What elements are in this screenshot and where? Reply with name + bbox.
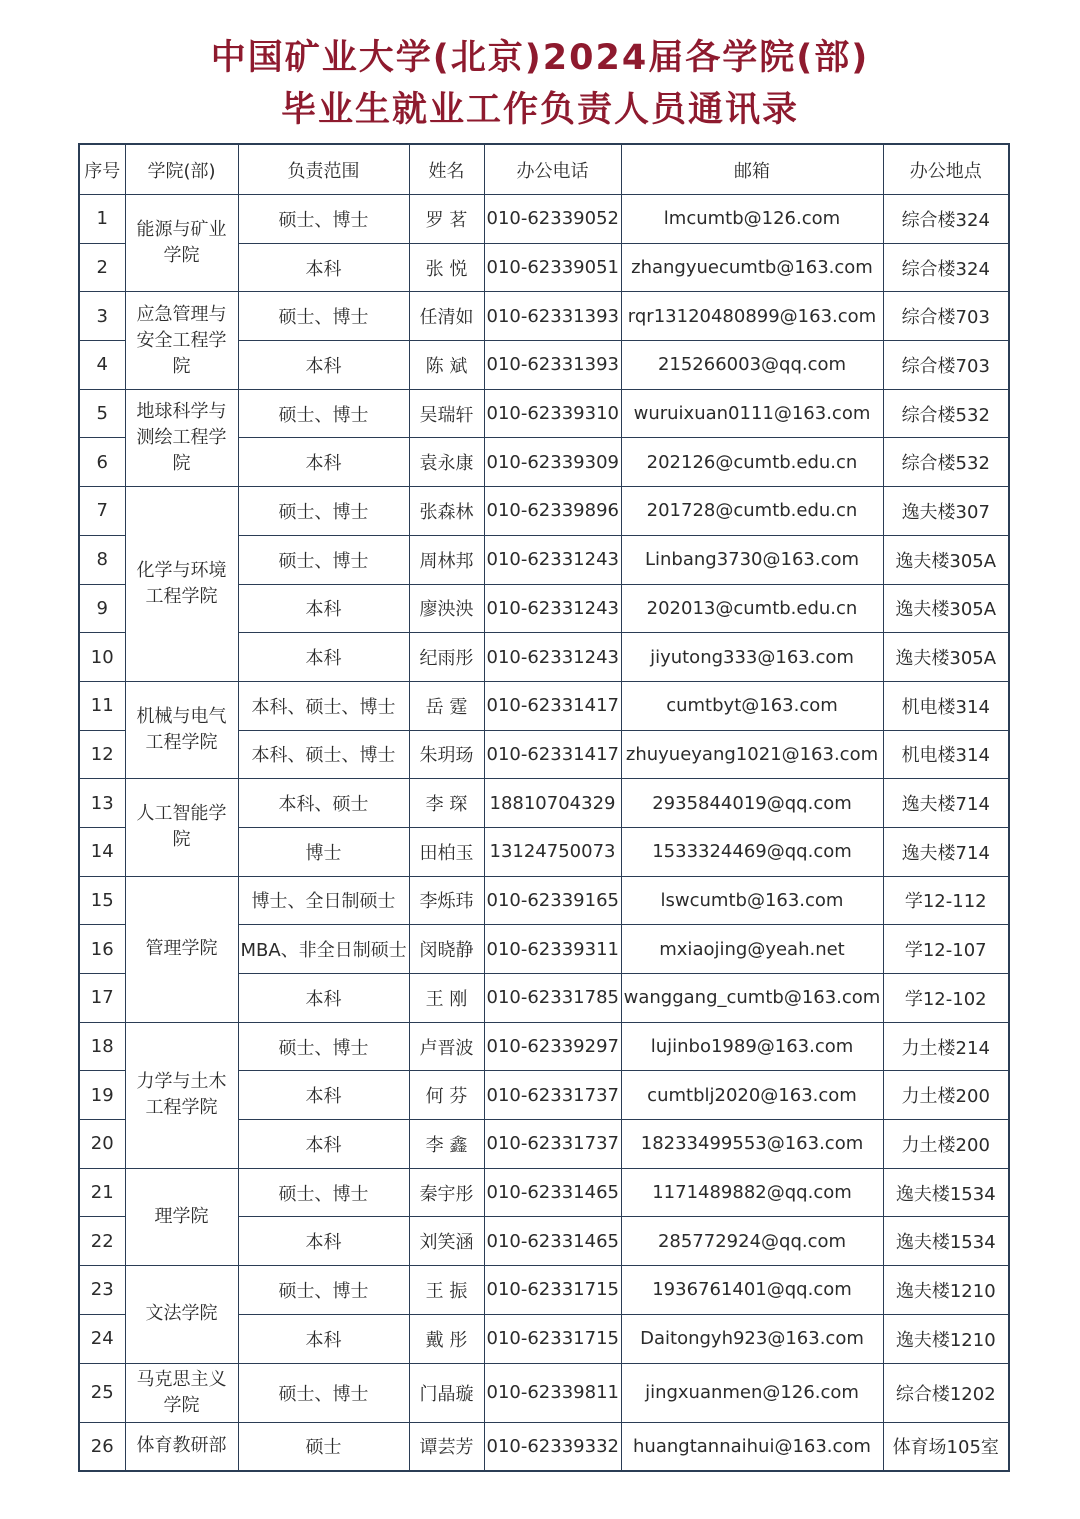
name-cell: 卢晋波: [409, 1022, 484, 1071]
header-email: 邮箱: [621, 144, 883, 195]
name-cell: 王 刚: [409, 974, 484, 1023]
row-number: 13: [79, 779, 125, 828]
office-cell: 学12-112: [883, 876, 1009, 925]
office-cell: 力土楼200: [883, 1120, 1009, 1169]
email-cell: zhuyueyang1021@163.com: [621, 730, 883, 779]
phone-cell: 010-62331243: [484, 535, 621, 584]
name-cell: 刘笑涵: [409, 1217, 484, 1266]
name-cell: 廖泱泱: [409, 584, 484, 633]
contact-table: [78, 143, 1010, 1472]
scope-cell: 硕士、博士: [238, 1168, 409, 1217]
name-cell: 秦宇彤: [409, 1168, 484, 1217]
phone-cell: 010-62331243: [484, 584, 621, 633]
scope-cell: 硕士、博士: [238, 487, 409, 536]
office-cell: 学12-102: [883, 974, 1009, 1023]
phone-cell: 010-62331715: [484, 1266, 621, 1315]
phone-cell: 010-62331393: [484, 341, 621, 390]
phone-cell: 010-62339332: [484, 1422, 621, 1471]
office-cell: 体育场105室: [883, 1422, 1009, 1471]
name-cell: 李 琛: [409, 779, 484, 828]
name-cell: 纪雨彤: [409, 633, 484, 682]
scope-cell: 硕士、博士: [238, 195, 409, 244]
header-name: 姓名: [409, 144, 484, 195]
title-line-1: 中国矿业大学(北京)2024届各学院(部): [210, 38, 870, 78]
row-number: 6: [79, 438, 125, 487]
table-row: [79, 1266, 1009, 1315]
row-number: 12: [79, 730, 125, 779]
row-number: 19: [79, 1071, 125, 1120]
college-cell: 能源与矿业学院: [125, 195, 238, 292]
name-cell: 谭芸芳: [409, 1422, 484, 1471]
table-row: [79, 195, 1009, 244]
scope-cell: 本科: [238, 1071, 409, 1120]
scope-cell: 硕士、博士: [238, 1363, 409, 1422]
row-number: 10: [79, 633, 125, 682]
phone-cell: 010-62339896: [484, 487, 621, 536]
email-cell: 1171489882@qq.com: [621, 1168, 883, 1217]
office-cell: 综合楼1202: [883, 1363, 1009, 1422]
scope-cell: 硕士、博士: [238, 292, 409, 341]
row-number: 3: [79, 292, 125, 341]
table-row: [79, 389, 1009, 438]
office-cell: 综合楼703: [883, 341, 1009, 390]
name-cell: 任清如: [409, 292, 484, 341]
college-cell: 马克思主义学院: [125, 1363, 238, 1422]
header-row: [79, 144, 1009, 195]
email-cell: jingxuanmen@126.com: [621, 1363, 883, 1422]
table-row: [79, 779, 1009, 828]
row-number: 25: [79, 1363, 125, 1422]
header-office: 办公地点: [883, 144, 1009, 195]
phone-cell: 18810704329: [484, 779, 621, 828]
phone-cell: 010-62339310: [484, 389, 621, 438]
phone-cell: 010-62339051: [484, 243, 621, 292]
scope-cell: MBA、非全日制硕士: [238, 925, 409, 974]
email-cell: wuruixuan0111@163.com: [621, 389, 883, 438]
row-number: 9: [79, 584, 125, 633]
phone-cell: 010-62331737: [484, 1071, 621, 1120]
office-cell: 逸夫楼1534: [883, 1217, 1009, 1266]
email-cell: lujinbo1989@163.com: [621, 1022, 883, 1071]
scope-cell: 博士、全日制硕士: [238, 876, 409, 925]
college-cell: 力学与土木工程学院: [125, 1022, 238, 1168]
name-cell: 戴 彤: [409, 1314, 484, 1363]
office-cell: 综合楼703: [883, 292, 1009, 341]
phone-cell: 010-62331417: [484, 681, 621, 730]
phone-cell: 010-62331465: [484, 1217, 621, 1266]
name-cell: 罗 茗: [409, 195, 484, 244]
table-row: [79, 681, 1009, 730]
phone-cell: 010-62339309: [484, 438, 621, 487]
name-cell: 王 振: [409, 1266, 484, 1315]
phone-cell: 010-62339311: [484, 925, 621, 974]
scope-cell: 本科: [238, 1314, 409, 1363]
scope-cell: 本科: [238, 438, 409, 487]
email-cell: mxiaojing@yeah.net: [621, 925, 883, 974]
scope-cell: 硕士、博士: [238, 535, 409, 584]
name-cell: 袁永康: [409, 438, 484, 487]
name-cell: 朱玥玚: [409, 730, 484, 779]
table-row: [79, 876, 1009, 925]
office-cell: 逸夫楼1210: [883, 1266, 1009, 1315]
scope-cell: 本科: [238, 584, 409, 633]
email-cell: huangtannaihui@163.com: [621, 1422, 883, 1471]
office-cell: 综合楼324: [883, 243, 1009, 292]
scope-cell: 本科: [238, 243, 409, 292]
row-number: 15: [79, 876, 125, 925]
name-cell: 李 鑫: [409, 1120, 484, 1169]
row-number: 14: [79, 827, 125, 876]
scope-cell: 本科: [238, 1120, 409, 1169]
scope-cell: 硕士、博士: [238, 389, 409, 438]
scope-cell: 本科、硕士: [238, 779, 409, 828]
name-cell: 何 芬: [409, 1071, 484, 1120]
email-cell: 285772924@qq.com: [621, 1217, 883, 1266]
office-cell: 机电楼314: [883, 681, 1009, 730]
college-cell: 人工智能学院: [125, 779, 238, 876]
name-cell: 张 悦: [409, 243, 484, 292]
email-cell: 202013@cumtb.edu.cn: [621, 584, 883, 633]
phone-cell: 010-62331393: [484, 292, 621, 341]
phone-cell: 010-62331465: [484, 1168, 621, 1217]
office-cell: 综合楼324: [883, 195, 1009, 244]
scope-cell: 本科、硕士、博士: [238, 730, 409, 779]
row-number: 7: [79, 487, 125, 536]
email-cell: 2935844019@qq.com: [621, 779, 883, 828]
header-scope: 负责范围: [238, 144, 409, 195]
title-line-2: 毕业生就业工作负责人员通讯录: [280, 90, 799, 130]
email-cell: Daitongyh923@163.com: [621, 1314, 883, 1363]
college-cell: 应急管理与安全工程学院: [125, 292, 238, 389]
row-number: 5: [79, 389, 125, 438]
office-cell: 综合楼532: [883, 389, 1009, 438]
phone-cell: 010-62339052: [484, 195, 621, 244]
name-cell: 张森林: [409, 487, 484, 536]
row-number: 8: [79, 535, 125, 584]
table-row: [79, 1363, 1009, 1422]
name-cell: 陈 斌: [409, 341, 484, 390]
office-cell: 逸夫楼305A: [883, 633, 1009, 682]
scope-cell: 硕士: [238, 1422, 409, 1471]
email-cell: zhangyuecumtb@163.com: [621, 243, 883, 292]
table-row: [79, 292, 1009, 341]
office-cell: 逸夫楼305A: [883, 535, 1009, 584]
office-cell: 力土楼214: [883, 1022, 1009, 1071]
email-cell: 1936761401@qq.com: [621, 1266, 883, 1315]
phone-cell: 010-62331785: [484, 974, 621, 1023]
table-row: [79, 1022, 1009, 1071]
office-cell: 机电楼314: [883, 730, 1009, 779]
college-cell: 地球科学与测绘工程学院: [125, 389, 238, 486]
office-cell: 综合楼532: [883, 438, 1009, 487]
college-cell: 机械与电气工程学院: [125, 681, 238, 778]
table-row: [79, 1168, 1009, 1217]
name-cell: 周林邦: [409, 535, 484, 584]
row-number: 26: [79, 1422, 125, 1471]
office-cell: 力土楼200: [883, 1071, 1009, 1120]
email-cell: rqr13120480899@163.com: [621, 292, 883, 341]
name-cell: 李烁玮: [409, 876, 484, 925]
email-cell: 201728@cumtb.edu.cn: [621, 487, 883, 536]
scope-cell: 博士: [238, 827, 409, 876]
name-cell: 岳 霆: [409, 681, 484, 730]
email-cell: lswcumtb@163.com: [621, 876, 883, 925]
row-number: 20: [79, 1120, 125, 1169]
row-number: 2: [79, 243, 125, 292]
college-cell: 化学与环境工程学院: [125, 487, 238, 682]
name-cell: 吴瑞轩: [409, 389, 484, 438]
phone-cell: 13124750073: [484, 827, 621, 876]
email-cell: cumtbyt@163.com: [621, 681, 883, 730]
office-cell: 逸夫楼714: [883, 779, 1009, 828]
email-cell: wanggang_cumtb@163.com: [621, 974, 883, 1023]
row-number: 21: [79, 1168, 125, 1217]
phone-cell: 010-62331737: [484, 1120, 621, 1169]
row-number: 16: [79, 925, 125, 974]
college-cell: 理学院: [125, 1168, 238, 1265]
email-cell: lmcumtb@126.com: [621, 195, 883, 244]
office-cell: 逸夫楼1534: [883, 1168, 1009, 1217]
email-cell: jiyutong333@163.com: [621, 633, 883, 682]
email-cell: 215266003@qq.com: [621, 341, 883, 390]
phone-cell: 010-62331417: [484, 730, 621, 779]
phone-cell: 010-62339297: [484, 1022, 621, 1071]
row-number: 22: [79, 1217, 125, 1266]
scope-cell: 硕士、博士: [238, 1022, 409, 1071]
row-number: 23: [79, 1266, 125, 1315]
scope-cell: 本科: [238, 341, 409, 390]
phone-cell: 010-62339165: [484, 876, 621, 925]
table-row: [79, 487, 1009, 536]
name-cell: 门晶璇: [409, 1363, 484, 1422]
scope-cell: 本科、硕士、博士: [238, 681, 409, 730]
email-cell: 18233499553@163.com: [621, 1120, 883, 1169]
name-cell: 闵晓静: [409, 925, 484, 974]
row-number: 24: [79, 1314, 125, 1363]
office-cell: 逸夫楼307: [883, 487, 1009, 536]
phone-cell: 010-62331243: [484, 633, 621, 682]
row-number: 1: [79, 195, 125, 244]
email-cell: Linbang3730@163.com: [621, 535, 883, 584]
email-cell: 1533324469@qq.com: [621, 827, 883, 876]
row-number: 18: [79, 1022, 125, 1071]
header-no: 序号: [79, 144, 125, 195]
office-cell: 逸夫楼305A: [883, 584, 1009, 633]
office-cell: 逸夫楼1210: [883, 1314, 1009, 1363]
header-phone: 办公电话: [484, 144, 621, 195]
email-cell: cumtblj2020@163.com: [621, 1071, 883, 1120]
table-body: [79, 195, 1009, 1472]
phone-cell: 010-62331715: [484, 1314, 621, 1363]
scope-cell: 本科: [238, 1217, 409, 1266]
office-cell: 逸夫楼714: [883, 827, 1009, 876]
college-cell: 体育教研部: [125, 1422, 238, 1471]
header-college: 学院(部): [125, 144, 238, 195]
college-cell: 管理学院: [125, 876, 238, 1022]
row-number: 17: [79, 974, 125, 1023]
row-number: 4: [79, 341, 125, 390]
row-number: 11: [79, 681, 125, 730]
scope-cell: 本科: [238, 974, 409, 1023]
name-cell: 田柏玉: [409, 827, 484, 876]
table-row: [79, 1422, 1009, 1471]
office-cell: 学12-107: [883, 925, 1009, 974]
scope-cell: 硕士、博士: [238, 1266, 409, 1315]
college-cell: 文法学院: [125, 1266, 238, 1363]
phone-cell: 010-62339811: [484, 1363, 621, 1422]
scope-cell: 本科: [238, 633, 409, 682]
email-cell: 202126@cumtb.edu.cn: [621, 438, 883, 487]
